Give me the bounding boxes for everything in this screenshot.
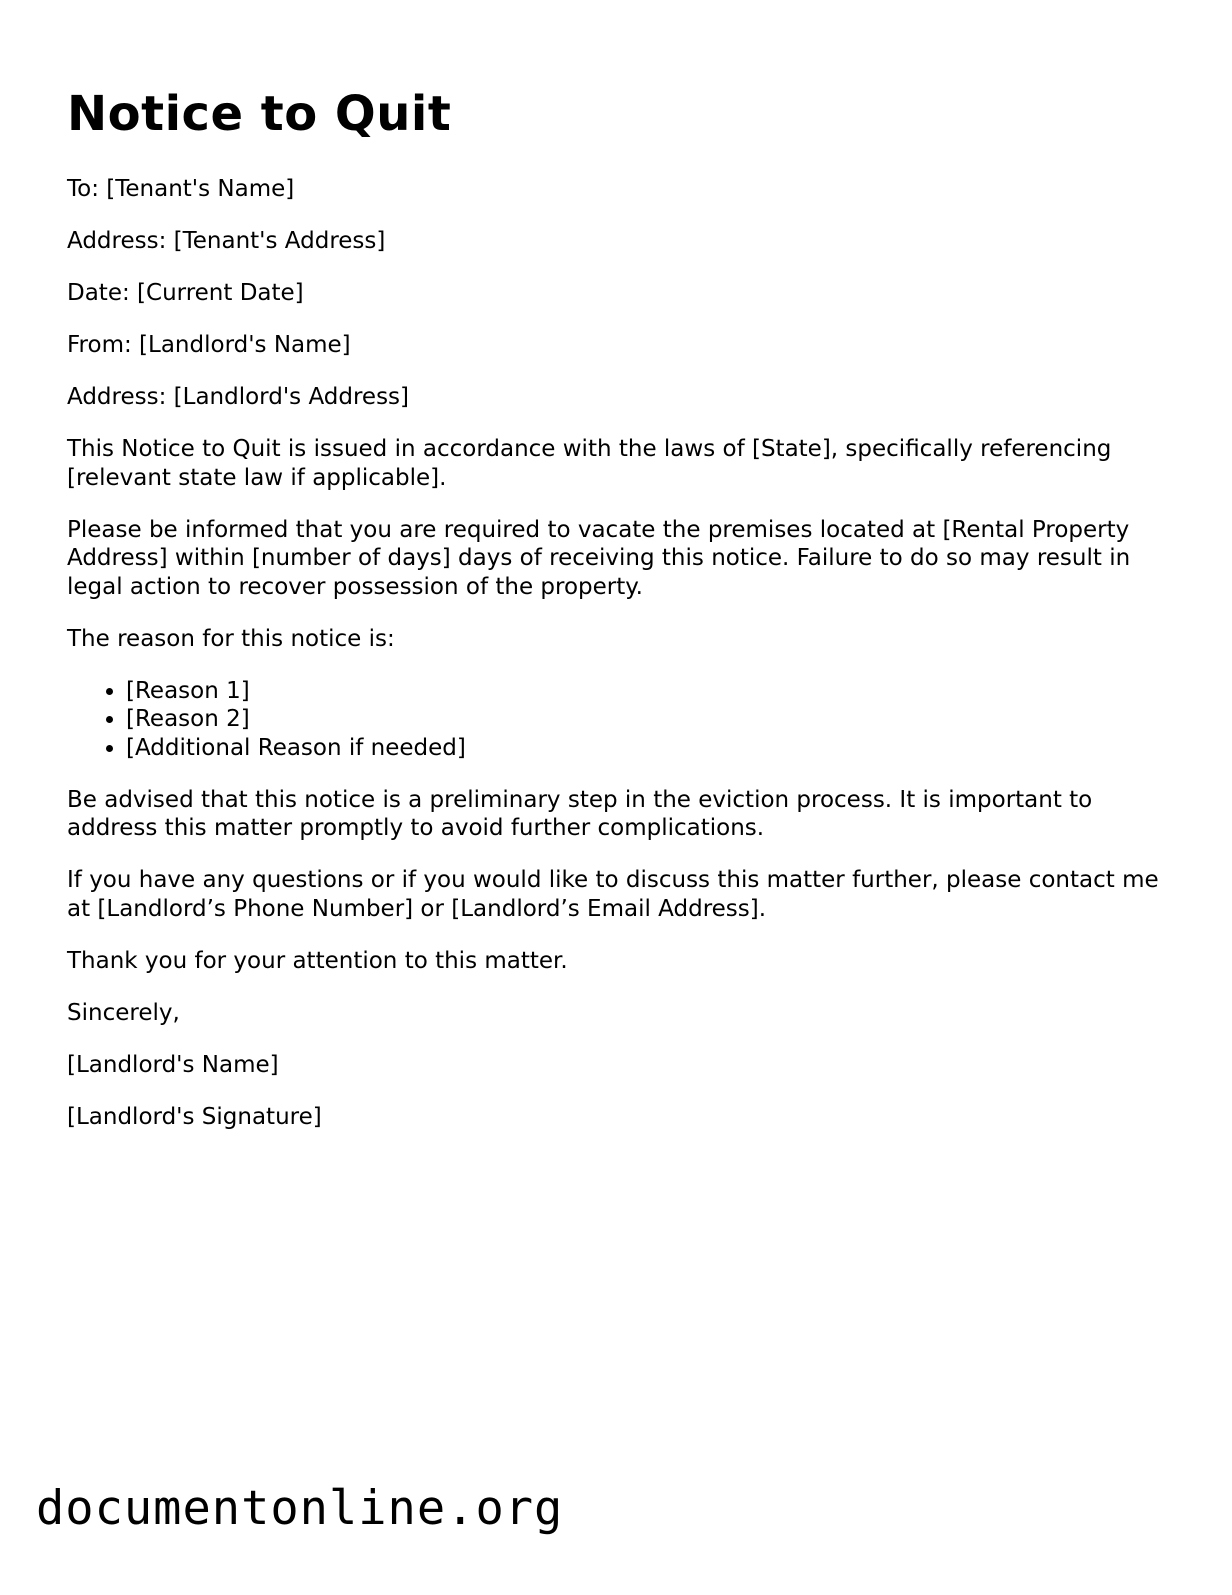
reason-list [67,677,1167,763]
reason-item: • [Reason 1] [126,677,1167,706]
to-line: To: [Tenant's Name] [67,176,295,202]
from-line: From: [Landlord's Name] [67,332,351,358]
reason-item: • [Reason 2] [126,705,1167,734]
paragraph-contact: If you have any questions or if you would like to discuss this matter further, please contact me at [Landlord’s Phone Number] or [Landlord’s Email Address]. [67,867,1159,922]
landlord-address-line: Address: [Landlord's Address] [67,384,410,410]
signer-signature: [Landlord's Signature] [67,1103,322,1130]
document-title: Notice to Quit [67,86,452,142]
date-line: Date: [Current Date] [67,280,304,306]
paragraph-law: This Notice to Quit is issued in accordance with the laws of [State], specifically referencing [relevant state law if applicable]. [67,436,1112,491]
paragraph-advised: Be advised that this notice is a preliminary step in the eviction process. It is important to address this matter promptly to avoid further complications. [67,786,1093,841]
reason-intro: The reason for this notice is: [67,625,395,652]
tenant-address-line: Address: [Tenant's Address] [67,228,386,254]
document-page [67,0,1167,1155]
watermark: documentonline.org [36,1481,564,1536]
paragraph-vacate: Please be informed that you are required to vacate the premises located at [Rental Property Address] within [number of days] days of receiving this notice. Failure to do so may result in legal action to recover possession of the property. [67,516,1131,600]
thanks-line: Thank you for your attention to this matter. [67,947,568,974]
signer-name: [Landlord's Name] [67,1051,279,1078]
closing-line: Sincerely, [67,999,180,1026]
reason-item: • [Additional Reason if needed] [126,734,1167,763]
